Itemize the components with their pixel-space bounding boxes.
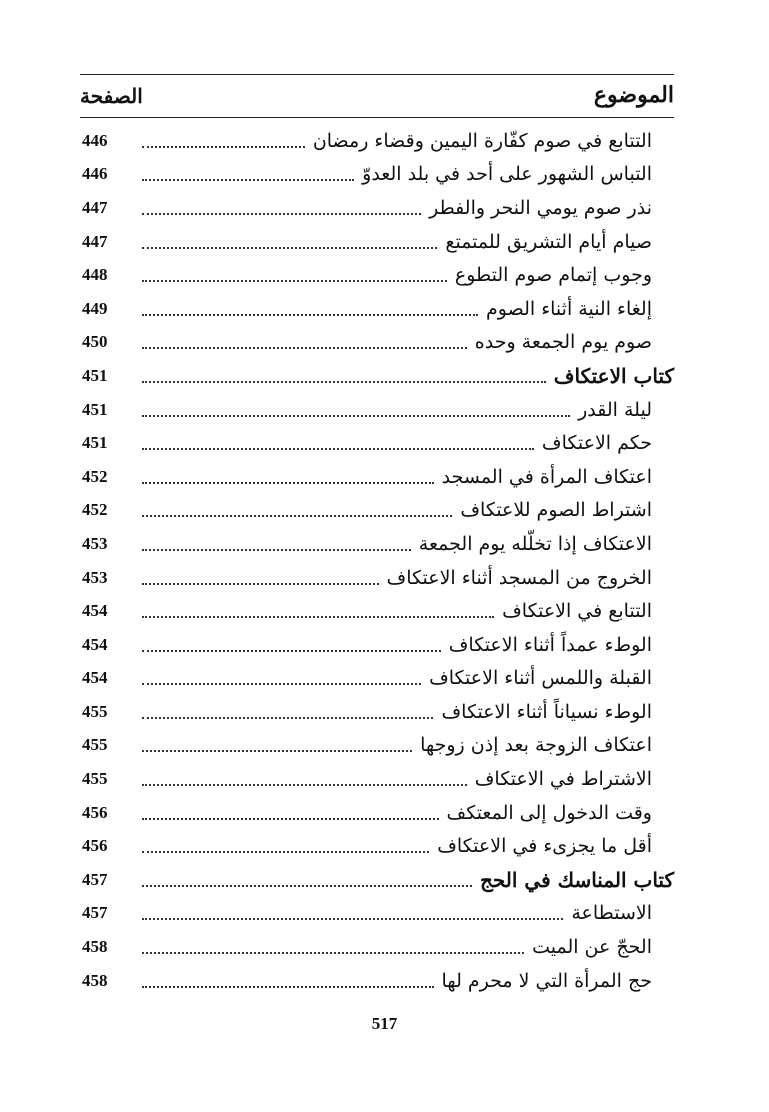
- toc-entry-title: وقت الدخول إلى المعتكف: [446, 801, 652, 824]
- toc-dot-leader: [142, 936, 524, 954]
- toc-entry-row: [80, 258, 674, 292]
- toc-entry-row: [80, 762, 674, 796]
- toc-entry-row: [80, 594, 674, 628]
- toc-entry-page: 453: [82, 567, 108, 587]
- header-bottom-rule: [80, 117, 674, 118]
- topic-column-label: الموضوع: [593, 82, 674, 108]
- page-number: 517: [371, 1014, 398, 1033]
- toc-entry-row: [80, 124, 674, 158]
- toc-dot-leader: [142, 802, 439, 820]
- toc-dot-leader: [142, 466, 434, 484]
- toc-entry-title: الاستطاعة: [571, 902, 652, 925]
- toc-entry-row: [80, 225, 674, 259]
- toc-dot-leader: [142, 130, 305, 148]
- toc-dot-leader: [142, 835, 429, 853]
- toc-entry-page: 451: [82, 399, 108, 419]
- toc-entry-page: 451: [82, 433, 108, 453]
- toc-entry-title: القبلة واللمس أثناء الاعتكاف: [429, 667, 652, 690]
- toc-entry-title: اعتكاف الزوجة بعد إذن زوجها: [420, 734, 652, 757]
- toc-entry-title: إلغاء النية أثناء الصوم: [486, 297, 652, 320]
- toc-entry-row: [80, 662, 674, 696]
- header-top-rule: [80, 74, 674, 75]
- toc-entry-page: 448: [82, 265, 108, 285]
- toc-entry-page: 454: [82, 601, 108, 621]
- toc-entry-page: 455: [82, 735, 108, 755]
- toc-entry-title: وجوب إتمام صوم التطوع: [454, 264, 652, 287]
- toc-entry-row: [80, 191, 674, 225]
- toc-entry-row: [80, 829, 674, 863]
- page-column-label: الصفحة: [80, 84, 143, 108]
- toc-dot-leader: [142, 667, 421, 685]
- toc-dot-leader: [142, 264, 447, 282]
- toc-dot-leader: [142, 869, 472, 887]
- toc-entry-row: [80, 292, 674, 326]
- toc-entry-row: [80, 393, 674, 427]
- toc-dot-leader: [142, 634, 441, 652]
- toc-entry-row: [80, 964, 674, 998]
- toc-entry-title: الوطء عمداً أثناء الاعتكاف: [448, 633, 652, 656]
- toc-entry-title: صيام أيام التشريق للمتمتع: [445, 230, 652, 253]
- toc-entry-page: 455: [82, 701, 108, 721]
- toc-entry-title: اعتكاف المرأة في المسجد: [441, 465, 652, 488]
- toc-dot-leader: [142, 734, 412, 752]
- toc-entry-page: 456: [82, 836, 108, 856]
- toc-entry-row: [80, 729, 674, 763]
- toc-entry-title: التباس الشهور على أحد في بلد العدوّ: [362, 163, 652, 186]
- toc-entry-title: الاشتراط في الاعتكاف: [474, 768, 652, 791]
- toc-entry-page: 457: [82, 903, 108, 923]
- toc-entry-row: [80, 426, 674, 460]
- toc-dot-leader: [142, 499, 452, 517]
- toc-chapter-row: [80, 359, 674, 393]
- toc-entry-page: 450: [82, 332, 108, 352]
- toc-dot-leader: [142, 231, 437, 249]
- toc-dot-leader: [142, 298, 478, 316]
- toc-entry-page: 455: [82, 769, 108, 789]
- toc-entry-title: حكم الاعتكاف: [541, 432, 652, 455]
- toc-dot-leader: [142, 970, 434, 988]
- toc-dot-leader: [142, 399, 570, 417]
- toc-entry-page: 458: [82, 970, 108, 990]
- toc-entry-page: 458: [82, 937, 108, 957]
- toc-dot-leader: [142, 701, 433, 719]
- toc-entry-page: 447: [82, 197, 108, 217]
- toc-entry-page: 456: [82, 802, 108, 822]
- toc-entry-page: 446: [82, 164, 108, 184]
- toc-entry-row: [80, 460, 674, 494]
- toc-dot-leader: [142, 600, 494, 618]
- toc-chapter-title: كتاب المناسك في الحج: [479, 867, 674, 892]
- toc-entry-title: أقل ما يجزىء في الاعتكاف: [437, 835, 652, 858]
- toc-entry-title: الوطء نسياناً أثناء الاعتكاف: [441, 700, 652, 723]
- toc-dot-leader: [142, 365, 546, 383]
- toc-entry-row: [80, 897, 674, 931]
- toc-dot-leader: [142, 533, 411, 551]
- toc-entry-row: [80, 930, 674, 964]
- toc-entry-row: [80, 158, 674, 192]
- toc-entry-title: الحجّ عن الميت: [532, 936, 652, 959]
- toc-entry-page: 449: [82, 298, 108, 318]
- toc-dot-leader: [142, 163, 354, 181]
- toc-entry-row: [80, 326, 674, 360]
- toc-dot-leader: [142, 197, 421, 215]
- toc-entry-title: الاعتكاف إذا تخلّله يوم الجمعة: [418, 532, 652, 555]
- toc-entry-row: [80, 494, 674, 528]
- toc-entry-page: 457: [82, 869, 108, 889]
- toc-dot-leader: [142, 902, 563, 920]
- toc-entry-page: 446: [82, 130, 108, 150]
- toc-entry-page: 451: [82, 365, 108, 385]
- toc-entry-row: [80, 527, 674, 561]
- toc-entry-row: [80, 695, 674, 729]
- toc-dot-leader: [142, 331, 467, 349]
- toc-dot-leader: [142, 768, 467, 786]
- toc-entry-page: 452: [82, 466, 108, 486]
- toc-entry-title: حج المرأة التي لا محرم لها: [441, 969, 652, 992]
- toc-entry-title: نذر صوم يومي النحر والفطر: [429, 196, 652, 219]
- toc-entry-page: 452: [82, 500, 108, 520]
- toc-entry-page: 454: [82, 668, 108, 688]
- toc-entry-title: اشتراط الصوم للاعتكاف: [460, 499, 652, 522]
- toc-header: [80, 82, 674, 114]
- toc-entry-page: 454: [82, 634, 108, 654]
- toc-entry-page: 447: [82, 231, 108, 251]
- toc-chapter-row: [80, 863, 674, 897]
- toc-entry-row: [80, 796, 674, 830]
- toc-dot-leader: [142, 432, 534, 450]
- table-of-contents: [80, 124, 674, 997]
- toc-entry-title: التتابع في صوم كفّارة اليمين وقضاء رمضان: [312, 129, 652, 152]
- toc-entry-title: التتابع في الاعتكاف: [502, 600, 652, 623]
- toc-entry-title: صوم يوم الجمعة وحده: [474, 331, 652, 354]
- toc-entry-row: [80, 561, 674, 595]
- toc-entry-title: الخروج من المسجد أثناء الاعتكاف: [386, 566, 652, 589]
- toc-entry-row: [80, 628, 674, 662]
- toc-chapter-title: كتاب الاعتكاف: [553, 363, 674, 388]
- toc-dot-leader: [142, 567, 379, 585]
- toc-entry-page: 453: [82, 533, 108, 553]
- toc-entry-title: ليلة القدر: [578, 398, 652, 421]
